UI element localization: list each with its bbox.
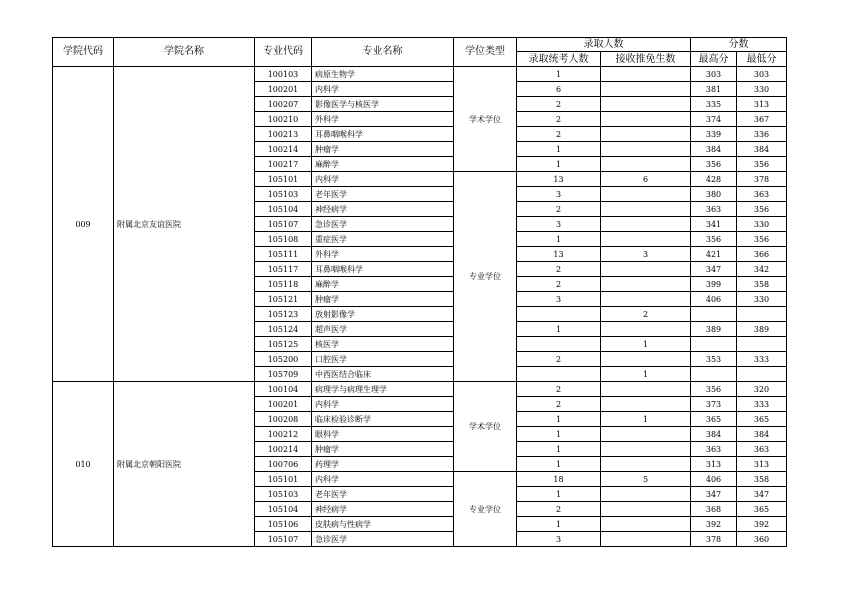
header-max-score: 最高分 — [691, 52, 737, 67]
major-name-cell: 肿瘤学 — [312, 442, 454, 457]
admitted-exam-cell: 1 — [517, 457, 601, 472]
major-name-cell: 麻醉学 — [312, 157, 454, 172]
header-major-name: 专业名称 — [312, 38, 454, 67]
admitted-exam-cell: 2 — [517, 277, 601, 292]
max-score-cell: 363 — [691, 442, 737, 457]
college-name-cell: 附属北京友谊医院 — [114, 67, 255, 382]
major-name-cell: 临床检验诊断学 — [312, 412, 454, 427]
min-score-cell: 378 — [737, 172, 787, 187]
max-score-cell: 373 — [691, 397, 737, 412]
admitted-recommend-cell — [601, 322, 691, 337]
admitted-exam-cell: 2 — [517, 262, 601, 277]
major-code-cell: 100706 — [255, 457, 312, 472]
admitted-exam-cell: 1 — [517, 157, 601, 172]
admitted-exam-cell: 3 — [517, 532, 601, 547]
max-score-cell: 392 — [691, 517, 737, 532]
max-score-cell: 374 — [691, 112, 737, 127]
admitted-recommend-cell — [601, 352, 691, 367]
admitted-exam-cell: 18 — [517, 472, 601, 487]
degree-type-cell: 学术学位 — [454, 67, 517, 172]
admitted-recommend-cell — [601, 157, 691, 172]
major-code-cell: 105200 — [255, 352, 312, 367]
major-code-cell: 105118 — [255, 277, 312, 292]
max-score-cell: 356 — [691, 157, 737, 172]
admitted-exam-cell: 3 — [517, 292, 601, 307]
major-name-cell: 外科学 — [312, 112, 454, 127]
min-score-cell: 356 — [737, 202, 787, 217]
max-score-cell: 363 — [691, 202, 737, 217]
admitted-exam-cell: 2 — [517, 397, 601, 412]
major-code-cell: 105101 — [255, 172, 312, 187]
admitted-exam-cell: 1 — [517, 142, 601, 157]
major-code-cell: 105117 — [255, 262, 312, 277]
admitted-exam-cell: 1 — [517, 442, 601, 457]
min-score-cell: 384 — [737, 142, 787, 157]
major-name-cell: 口腔医学 — [312, 352, 454, 367]
major-code-cell: 100208 — [255, 412, 312, 427]
max-score-cell: 406 — [691, 472, 737, 487]
max-score-cell: 341 — [691, 217, 737, 232]
min-score-cell: 389 — [737, 322, 787, 337]
major-name-cell: 超声医学 — [312, 322, 454, 337]
min-score-cell: 358 — [737, 472, 787, 487]
max-score-cell: 368 — [691, 502, 737, 517]
major-name-cell: 放射影像学 — [312, 307, 454, 322]
degree-type-cell: 专业学位 — [454, 472, 517, 547]
table-header — [53, 38, 787, 67]
max-score-cell: 335 — [691, 97, 737, 112]
major-code-cell: 105103 — [255, 487, 312, 502]
major-code-cell: 105121 — [255, 292, 312, 307]
admitted-recommend-cell — [601, 487, 691, 502]
major-code-cell: 105709 — [255, 367, 312, 382]
header-college-code: 学院代码 — [53, 38, 114, 67]
min-score-cell: 356 — [737, 157, 787, 172]
degree-type-cell: 学术学位 — [454, 382, 517, 472]
max-score-cell: 428 — [691, 172, 737, 187]
max-score-cell: 347 — [691, 487, 737, 502]
major-code-cell: 105104 — [255, 502, 312, 517]
admitted-exam-cell: 1 — [517, 427, 601, 442]
max-score-cell: 353 — [691, 352, 737, 367]
max-score-cell: 384 — [691, 142, 737, 157]
admitted-exam-cell: 2 — [517, 97, 601, 112]
admitted-exam-cell: 3 — [517, 187, 601, 202]
major-code-cell: 100214 — [255, 142, 312, 157]
max-score-cell — [691, 367, 737, 382]
admitted-recommend-cell: 3 — [601, 247, 691, 262]
min-score-cell: 313 — [737, 457, 787, 472]
admitted-exam-cell: 1 — [517, 412, 601, 427]
max-score-cell — [691, 307, 737, 322]
major-name-cell: 中西医结合临床 — [312, 367, 454, 382]
max-score-cell: 389 — [691, 322, 737, 337]
major-code-cell: 105108 — [255, 232, 312, 247]
admitted-recommend-cell: 5 — [601, 472, 691, 487]
min-score-cell: 330 — [737, 82, 787, 97]
major-code-cell: 105103 — [255, 187, 312, 202]
header-degree-type: 学位类型 — [454, 38, 517, 67]
min-score-cell: 363 — [737, 442, 787, 457]
major-name-cell: 肿瘤学 — [312, 292, 454, 307]
major-name-cell: 肿瘤学 — [312, 142, 454, 157]
min-score-cell: 358 — [737, 277, 787, 292]
admitted-recommend-cell — [601, 382, 691, 397]
major-code-cell: 100201 — [255, 397, 312, 412]
max-score-cell: 303 — [691, 67, 737, 82]
max-score-cell: 380 — [691, 187, 737, 202]
min-score-cell: 384 — [737, 427, 787, 442]
major-name-cell: 影像医学与核医学 — [312, 97, 454, 112]
max-score-cell: 356 — [691, 232, 737, 247]
min-score-cell — [737, 337, 787, 352]
major-code-cell: 105107 — [255, 532, 312, 547]
major-code-cell: 105107 — [255, 217, 312, 232]
min-score-cell: 333 — [737, 397, 787, 412]
admitted-exam-cell: 13 — [517, 247, 601, 262]
major-name-cell: 内科学 — [312, 397, 454, 412]
major-code-cell: 105106 — [255, 517, 312, 532]
admitted-exam-cell: 1 — [517, 67, 601, 82]
min-score-cell: 313 — [737, 97, 787, 112]
admitted-exam-cell — [517, 337, 601, 352]
min-score-cell: 356 — [737, 232, 787, 247]
major-name-cell: 神经病学 — [312, 502, 454, 517]
header-college-name: 学院名称 — [114, 38, 255, 67]
header-admitted-exam: 录取统考人数 — [517, 52, 601, 67]
major-name-cell: 麻醉学 — [312, 277, 454, 292]
admitted-recommend-cell — [601, 277, 691, 292]
admitted-exam-cell: 2 — [517, 352, 601, 367]
header-admitted-recommend: 接收推免生数 — [601, 52, 691, 67]
min-score-cell: 347 — [737, 487, 787, 502]
admitted-recommend-cell — [601, 397, 691, 412]
major-name-cell: 眼科学 — [312, 427, 454, 442]
admitted-recommend-cell — [601, 532, 691, 547]
min-score-cell: 330 — [737, 217, 787, 232]
min-score-cell — [737, 367, 787, 382]
min-score-cell: 365 — [737, 412, 787, 427]
admitted-exam-cell: 1 — [517, 487, 601, 502]
min-score-cell: 367 — [737, 112, 787, 127]
admitted-recommend-cell — [601, 67, 691, 82]
max-score-cell: 313 — [691, 457, 737, 472]
admitted-recommend-cell — [601, 127, 691, 142]
major-code-cell: 100210 — [255, 112, 312, 127]
major-name-cell: 老年医学 — [312, 487, 454, 502]
admitted-recommend-cell — [601, 457, 691, 472]
major-name-cell: 重症医学 — [312, 232, 454, 247]
admission-table — [52, 37, 787, 547]
admitted-exam-cell — [517, 307, 601, 322]
major-name-cell: 内科学 — [312, 82, 454, 97]
admitted-recommend-cell — [601, 82, 691, 97]
header-major-code: 专业代码 — [255, 38, 312, 67]
max-score-cell — [691, 337, 737, 352]
min-score-cell: 336 — [737, 127, 787, 142]
admitted-recommend-cell — [601, 517, 691, 532]
table-row — [53, 67, 787, 82]
major-code-cell: 100104 — [255, 382, 312, 397]
major-code-cell: 105111 — [255, 247, 312, 262]
admitted-recommend-cell — [601, 232, 691, 247]
degree-type-cell: 专业学位 — [454, 172, 517, 382]
table-body — [53, 67, 787, 547]
admitted-recommend-cell — [601, 427, 691, 442]
admitted-recommend-cell — [601, 142, 691, 157]
major-code-cell: 105124 — [255, 322, 312, 337]
min-score-cell: 303 — [737, 67, 787, 82]
min-score-cell: 392 — [737, 517, 787, 532]
admitted-exam-cell: 2 — [517, 202, 601, 217]
min-score-cell: 366 — [737, 247, 787, 262]
admitted-exam-cell: 1 — [517, 322, 601, 337]
major-name-cell: 核医学 — [312, 337, 454, 352]
major-name-cell: 耳鼻咽喉科学 — [312, 262, 454, 277]
admitted-recommend-cell: 6 — [601, 172, 691, 187]
major-code-cell: 100217 — [255, 157, 312, 172]
min-score-cell — [737, 307, 787, 322]
admitted-recommend-cell — [601, 442, 691, 457]
major-code-cell: 105104 — [255, 202, 312, 217]
major-name-cell: 药理学 — [312, 457, 454, 472]
major-name-cell: 急诊医学 — [312, 532, 454, 547]
major-name-cell: 耳鼻咽喉科学 — [312, 127, 454, 142]
major-name-cell: 病理学与病理生理学 — [312, 382, 454, 397]
min-score-cell: 363 — [737, 187, 787, 202]
college-code-cell: 010 — [53, 382, 114, 547]
major-code-cell: 100201 — [255, 82, 312, 97]
major-name-cell: 病原生物学 — [312, 67, 454, 82]
college-name-cell: 附属北京朝阳医院 — [114, 382, 255, 547]
admitted-exam-cell: 6 — [517, 82, 601, 97]
max-score-cell: 421 — [691, 247, 737, 262]
max-score-cell: 356 — [691, 382, 737, 397]
admitted-recommend-cell: 2 — [601, 307, 691, 322]
major-code-cell: 100213 — [255, 127, 312, 142]
major-name-cell: 急诊医学 — [312, 217, 454, 232]
major-code-cell: 100214 — [255, 442, 312, 457]
admitted-recommend-cell — [601, 97, 691, 112]
max-score-cell: 399 — [691, 277, 737, 292]
admitted-recommend-cell — [601, 217, 691, 232]
admitted-exam-cell — [517, 367, 601, 382]
min-score-cell: 333 — [737, 352, 787, 367]
admitted-recommend-cell — [601, 187, 691, 202]
admitted-exam-cell: 1 — [517, 517, 601, 532]
max-score-cell: 406 — [691, 292, 737, 307]
major-name-cell: 老年医学 — [312, 187, 454, 202]
admitted-recommend-cell — [601, 202, 691, 217]
major-code-cell: 105125 — [255, 337, 312, 352]
college-code-cell: 009 — [53, 67, 114, 382]
admitted-exam-cell: 2 — [517, 127, 601, 142]
admitted-exam-cell: 2 — [517, 112, 601, 127]
admitted-exam-cell: 2 — [517, 502, 601, 517]
major-code-cell: 105101 — [255, 472, 312, 487]
min-score-cell: 360 — [737, 532, 787, 547]
major-name-cell: 内科学 — [312, 472, 454, 487]
admitted-exam-cell: 2 — [517, 382, 601, 397]
header-admitted: 录取人数 — [517, 38, 691, 52]
major-name-cell: 内科学 — [312, 172, 454, 187]
max-score-cell: 339 — [691, 127, 737, 142]
major-code-cell: 100103 — [255, 67, 312, 82]
table-row — [53, 382, 787, 397]
admitted-recommend-cell — [601, 112, 691, 127]
min-score-cell: 342 — [737, 262, 787, 277]
major-name-cell: 皮肤病与性病学 — [312, 517, 454, 532]
admitted-recommend-cell — [601, 262, 691, 277]
admitted-recommend-cell: 1 — [601, 367, 691, 382]
min-score-cell: 330 — [737, 292, 787, 307]
header-min-score: 最低分 — [737, 52, 787, 67]
major-code-cell: 100212 — [255, 427, 312, 442]
max-score-cell: 347 — [691, 262, 737, 277]
admitted-exam-cell: 13 — [517, 172, 601, 187]
max-score-cell: 381 — [691, 82, 737, 97]
major-name-cell: 神经病学 — [312, 202, 454, 217]
min-score-cell: 320 — [737, 382, 787, 397]
max-score-cell: 384 — [691, 427, 737, 442]
admitted-exam-cell: 1 — [517, 232, 601, 247]
admitted-exam-cell: 3 — [517, 217, 601, 232]
max-score-cell: 365 — [691, 412, 737, 427]
major-code-cell: 105123 — [255, 307, 312, 322]
admitted-recommend-cell: 1 — [601, 337, 691, 352]
major-name-cell: 外科学 — [312, 247, 454, 262]
max-score-cell: 378 — [691, 532, 737, 547]
header-scores: 分数 — [691, 38, 787, 52]
major-code-cell: 100207 — [255, 97, 312, 112]
min-score-cell: 365 — [737, 502, 787, 517]
admitted-recommend-cell: 1 — [601, 412, 691, 427]
admitted-recommend-cell — [601, 502, 691, 517]
admitted-recommend-cell — [601, 292, 691, 307]
